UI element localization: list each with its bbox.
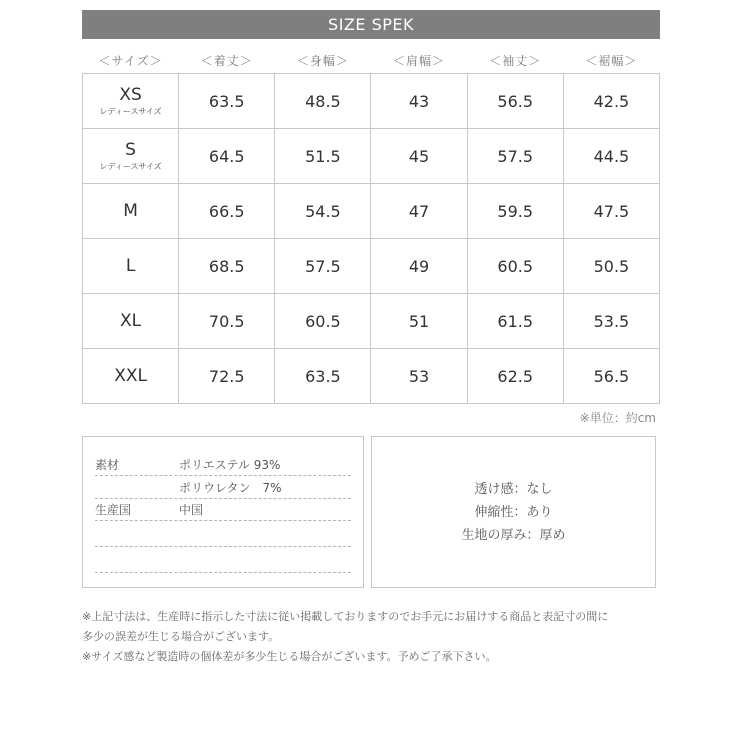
size-note: レディースサイズ [99,106,162,116]
table-cell: 54.5 [275,184,371,239]
footnote-line: ※サイズ感など製造時の個体差が多少生じる場合がございます。予めご了承下さい。 [82,650,497,663]
header-shoulder-width: ＜肩幅＞ [393,53,446,68]
size-cell [83,74,179,129]
table-cell: 48.5 [275,74,371,129]
size-note: レディースサイズ [99,161,162,171]
country-value: 中国 [179,503,204,517]
table-cell: 70.5 [179,294,275,349]
empty-row [95,550,351,573]
size-cell [83,129,179,184]
table-cell: 62.5 [467,349,563,404]
material-value: ポリウレタン 7% [179,481,282,495]
table-row [83,74,660,129]
table-cell: 60.5 [275,294,371,349]
table-cell: 63.5 [275,349,371,404]
table-cell: 43 [371,74,467,129]
table-row [83,349,660,404]
sheerness: 透け感：なし [474,481,553,497]
table-row [83,239,660,294]
material-label: 素材 [95,458,120,472]
table-cell: 50.5 [563,239,659,294]
table-cell: 47.5 [563,184,659,239]
size-cell [83,184,179,239]
table-cell: 56.5 [467,74,563,129]
table-cell: 51.5 [275,129,371,184]
material-row [95,476,351,499]
material-box [82,436,364,588]
header-sleeve-length: ＜袖丈＞ [489,53,542,68]
material-row [95,453,351,476]
footnote-line: 多少の誤差が生じる場合がございます。 [82,630,280,643]
table-cell: 45 [371,129,467,184]
table-cell: 51 [371,294,467,349]
size-label: XXL [114,366,147,386]
table-row [83,184,660,239]
table-cell: 53 [371,349,467,404]
table-cell: 61.5 [467,294,563,349]
table-header-row [83,47,660,74]
size-label: M [123,201,138,221]
table-cell: 49 [371,239,467,294]
table-row [83,129,660,184]
size-cell [83,294,179,349]
table-cell: 44.5 [563,129,659,184]
header-hem-width: ＜裾幅＞ [585,53,638,68]
footnotes [82,607,682,667]
size-label: L [125,256,136,276]
empty-row [95,524,351,547]
stretchability: 伸縮性：あり [474,504,553,520]
table-cell: 68.5 [179,239,275,294]
table-cell: 57.5 [467,129,563,184]
table-row [83,294,660,349]
country-label: 生産国 [95,503,132,517]
size-cell [83,239,179,294]
table-cell: 42.5 [563,74,659,129]
unit-note: ※単位：約cm [579,411,656,425]
size-label: S [125,139,136,160]
header-size: ＜サイズ＞ [98,53,163,68]
table-cell: 64.5 [179,129,275,184]
table-cell: 66.5 [179,184,275,239]
header-length: ＜着丈＞ [200,53,253,68]
fabric-properties-box [371,436,656,588]
country-row [95,498,351,521]
footnote-line: ※上記寸法は、生産時に指示した寸法に従い掲載しておりますのでお手元にお届けする商品と表記寸の間に [82,610,609,623]
size-label: XL [120,311,142,331]
size-spec-title: SIZE SPEK [82,10,660,39]
table-cell: 59.5 [467,184,563,239]
table-cell: 60.5 [467,239,563,294]
table-cell: 56.5 [563,349,659,404]
size-table [82,47,660,404]
size-cell [83,349,179,404]
table-cell: 63.5 [179,74,275,129]
table-cell: 47 [371,184,467,239]
table-cell: 57.5 [275,239,371,294]
table-cell: 72.5 [179,349,275,404]
fabric-thickness: 生地の厚み：厚め [461,527,566,543]
header-body-width: ＜身幅＞ [296,53,349,68]
table-cell: 53.5 [563,294,659,349]
size-label: XS [119,84,142,105]
material-value: ポリエステル 93% [179,458,281,472]
